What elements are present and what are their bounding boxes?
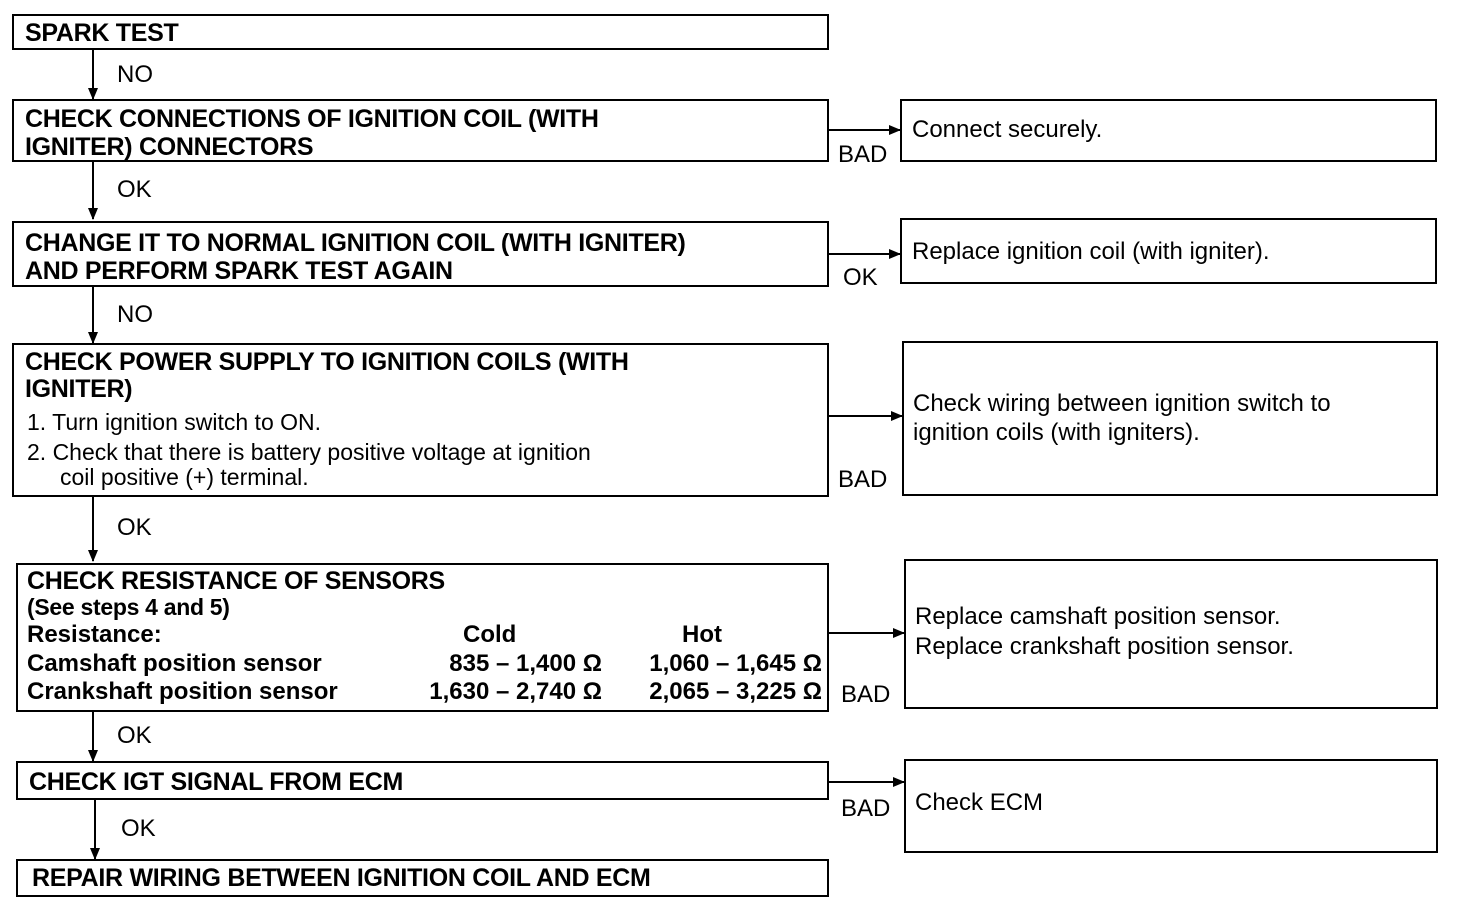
check-wiring-text-line2: ignition coils (with igniters). (913, 419, 1200, 446)
resistance-header-label: Resistance: (27, 621, 162, 648)
right-label-1: BAD (838, 141, 888, 168)
step-repair-wiring (16, 859, 829, 897)
check-connections-title-line2: IGNITER) CONNECTORS (25, 133, 314, 161)
resistance-row-hot: 2,065 – 3,225 Ω (649, 678, 822, 705)
action-check-wiring (902, 341, 1438, 496)
step-change-coil (12, 221, 829, 287)
resistance-row-cold: 835 – 1,400 Ω (449, 650, 602, 677)
connect-securely-text: Connect securely. (912, 116, 1103, 143)
change-coil-title-line1: CHANGE IT TO NORMAL IGNITION COIL (WITH IGNITER) (25, 229, 686, 257)
down-label-1: NO (117, 61, 153, 88)
down-label-3: NO (117, 301, 153, 328)
sensor-resistance-title-line2: (See steps 4 and 5) (27, 594, 230, 620)
check-ecm-text: Check ECM (915, 789, 1044, 816)
step-igt-signal (16, 761, 829, 800)
action-replace-sensors (904, 559, 1438, 709)
resistance-row-cold: 1,630 – 2,740 Ω (429, 678, 602, 705)
power-supply-item-2-line1: 2. Check that there is battery positive voltage at ignition (27, 439, 591, 465)
spark-test-title: SPARK TEST (25, 19, 179, 47)
right-label-2: OK (843, 264, 878, 291)
down-label-4: OK (117, 514, 152, 541)
down-label-5: OK (117, 722, 152, 749)
right-label-5: BAD (841, 795, 891, 822)
right-label-3: BAD (838, 466, 888, 493)
resistance-row-sensor: Crankshaft position sensor (27, 678, 338, 705)
sensor-resistance-title-line1: CHECK RESISTANCE OF SENSORS (27, 567, 445, 595)
power-supply-title-line2: IGNITER) (25, 375, 133, 403)
step-check-connections (12, 99, 829, 162)
action-check-ecm (904, 759, 1438, 853)
resistance-row-hot: 1,060 – 1,645 Ω (649, 650, 822, 677)
replace-camshaft-text: Replace camshaft position sensor. (915, 603, 1281, 630)
down-label-6: OK (121, 815, 156, 842)
check-wiring-text-line1: Check wiring between ignition switch to (913, 390, 1331, 417)
action-connect-securely (900, 99, 1437, 162)
resistance-col-hot: Hot (682, 621, 722, 648)
replace-crankshaft-text: Replace crankshaft position sensor. (915, 633, 1294, 660)
repair-wiring-title: REPAIR WIRING BETWEEN IGNITION COIL AND ECM (32, 864, 651, 892)
power-supply-item-2-line2: coil positive (+) terminal. (60, 464, 309, 490)
down-label-2: OK (117, 176, 152, 203)
check-connections-title-line1: CHECK CONNECTIONS OF IGNITION COIL (WITH (25, 105, 599, 133)
change-coil-title-line2: AND PERFORM SPARK TEST AGAIN (25, 257, 453, 285)
resistance-row-sensor: Camshaft position sensor (27, 650, 322, 677)
step-spark-test (12, 14, 829, 50)
power-supply-item-1: 1. Turn ignition switch to ON. (27, 409, 322, 435)
step-power-supply (12, 343, 829, 497)
replace-coil-text: Replace ignition coil (with igniter). (912, 238, 1270, 265)
action-replace-coil (900, 218, 1437, 284)
igt-signal-title: CHECK IGT SIGNAL FROM ECM (29, 768, 403, 796)
right-label-4: BAD (841, 681, 891, 708)
resistance-col-cold: Cold (463, 621, 517, 648)
power-supply-title-line1: CHECK POWER SUPPLY TO IGNITION COILS (WITH (25, 348, 629, 376)
step-sensor-resistance (16, 563, 829, 712)
